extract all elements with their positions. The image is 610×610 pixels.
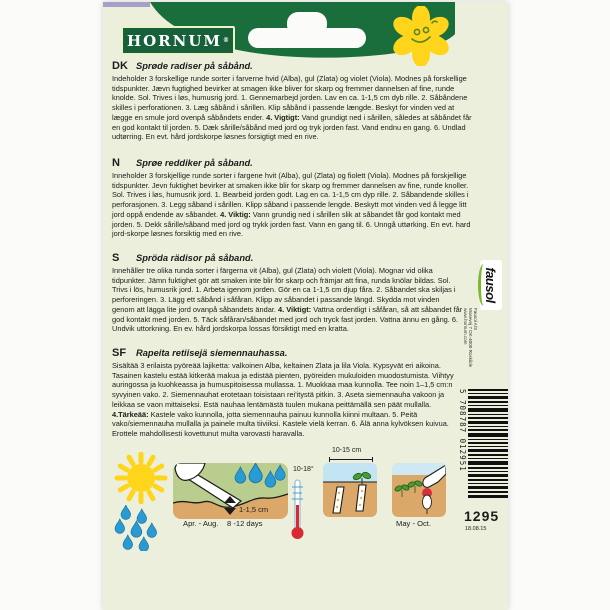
publisher-street: Mosevej 7 DK-4000 Roskilde [467,308,473,368]
harvest-season-label: May - Oct. [396,519,432,528]
instructions-text [112,74,475,142]
body-text: Sisältää 3 erilaista pyöreää lajiketta: valkoinen Alba, keltainen Zlata ja lila Viola. Kypsyvät eri aikoina. Tasainen kastelu estää kitkerää makua ja edistää pienten, pyöreiden mukuloiden muodostumista. Viihtyy auringossa ja kuohkeassa ja humuspitoisessa mullassa. 1. Muokkaa maa kunnolla. Tee noin 1–1,5 cm:n syvyinen vako. 2. Siemennauhat erotetaan toisistaan rei'itystä pitkin. 3. Aseta siemennauha vakoon ja leikkaa se vaon mittaiseksi. Estä nauhaa lentämästä tuulen mukana peittämällä sen päät mullalla. [112,361,454,409]
germination-label: 8 -12 days [227,519,263,528]
section-s [112,252,475,334]
temperature-label: 10-18° [293,466,314,473]
instructions-text [112,361,464,439]
sowing-panel [173,463,288,519]
body-text: Vattna ordentligt i såfåran, så att såbandet får god kontakt med jorden. 5. Täck såfåran/såbandet med jord och tryck fast jorden. Vattna ännu en gång. 6. Undvik uttorkning. En ev. hård jordskorpa lossas försiktigt med en kratta. [112,304,463,334]
publisher-website: www.hornum.com [462,308,468,345]
publisher-logo-text: fausol [483,267,499,303]
publisher-logo [480,260,502,310]
body-text: Kastele vako kunnolla, jotta siemennauha painuu kunnolla kiinni multaan. 5. Peitä vako/siemennauha mullalla ja painele multa tiiviiksi. Kastele vielä kerran. 6. Älä anna kylvöksen kuivua. Erottele mahdollisesti kovettunut multa varovasti haravalla. [112,409,449,438]
thermometer-icon [290,478,306,540]
body-text: Vann grundig ned i sårillen slik at såbandet får god kontakt med jorden. 5. Dekk sårille/såband med jord og trykk jorden fast. Vann en gang til. 6. Unngå uttørking. En evt. hard jord-skorpe løsnes forsiktig med en rive. [112,209,471,239]
flower-petals [391,6,452,66]
harvest-panel [392,463,446,517]
sun-icon [112,452,170,504]
brand-logo [121,26,235,55]
lang-code: DK [112,60,128,72]
instructions-text [112,171,475,239]
body-text: Indeholder 3 forskellige runde sorter i farverne hvid (Alba), gul (Zlata) og violet (Viola). Modnes på forskellige tidspunkter. Jævn fugtighed bevirker at smagen ikke bliver for skarp og fremmer dannelsen af fine, runde knolde. Sol. Trives i løs, humusrig jord. 1. Gennemarbejd jorden. Lav en ca. 1-1,5 cm dyb rille. 2. Såbåndene skilles i perforationen. 3. Læg såbånd i sårillen. Klip såbånd i passende længde. Beskyt for vinden ved at lægge en smule jord ovenpå såbåndets ender. [112,74,468,122]
publisher-address [462,308,478,376]
lang-code: S [112,252,120,264]
section-n [112,157,475,239]
packet-top-edge [103,2,150,7]
important-note: 4.Tärkeää: [112,409,149,419]
flower-logo [391,6,453,66]
lang-code: SF [112,347,127,359]
sow-season-label: Apr. - Aug. [183,519,219,528]
brand-name: HORNUM [126,31,223,50]
lang-code: N [112,157,120,169]
rain-drops-icon [113,505,167,551]
variety-title: Spröda rädisor på såband. [136,253,254,263]
variety-title: Sprøe reddiker på såband. [136,158,253,168]
article-number: 1295 [464,508,500,524]
section-sf [112,347,475,439]
publisher-company: Fausol A/S [473,308,478,331]
sow-depth-label: 1-1,5 cm [239,505,269,514]
important-note: 4. Viktig: [220,209,251,219]
registered-mark: ® [223,37,230,44]
important-note: 4. Viktigt: [278,304,312,314]
measure-bracket [329,457,373,462]
body-text: Inneholder 3 forskjellige runde sorter i fargene hvit (Alba), gul (Zlata) og fiolett (Viola). Modnes på forskjellige tidspunkter. Jevn fuktighet bevirker at smaken ikke blir for skarp og fremmer dannelsen av fine, runde knoller. Sol. Trives i løs, humusrik jord. 1. Bearbeid jorden godt. Lag en ca. 1-1,5 cm dyp rille. 2. Såbandende skilles i perforasjonen. 3. Legg såband i sårillen. Klipp såband i passende lengde. Beskytt mot vinden ved å legge litt jord oppå endende av såbandet. [112,171,469,219]
variety-title: Sprøde radiser på såbånd. [136,61,253,71]
euro-slot-hole-bump [287,12,327,36]
important-note: 4. Vigtigt: [266,112,300,122]
packing-date: 18.08.15 [465,526,487,532]
barcode [468,389,508,499]
body-text: Vand grundigt ned i sårillen, således at såbåndet får en god kontakt til jorden. 5. Dæk sårille/såbånd med jord og tryk jorden fast. Vand endnu en gang. 6. Undlad udtørring. En evt. hård jordskorpe løsnes forsigtigt med en rive. [112,112,472,142]
section-dk [112,60,475,142]
body-text: Innehåller tre olika runda sorter i färgerna vit (Alba), gul (Zlata) och violett (Viola). Mognar vid olika tidpunkter. Jämn fuktighet gör att smaken inte blir för skarp och främjar att fina, runda knölar bildas. Sol. Trivs i lös, humusrik jord. 1. Arbeta igenom jorden. Gör en ca 1-1,5 cm djup fåra. 2. Såbandet ska skiljas i perforeringen. 3. Lägg ett såbånd i såfåran. Klipp av såbandet i passande längd. Skydda mot vinden genom att lägga lite jord ovanpå såbandets ändar. [112,266,456,314]
seed-packet-back [103,2,508,610]
spacing-panel [323,463,377,517]
instructions-text [112,266,464,334]
variety-title: Rapeita retiisejä siemennauhassa. [136,348,288,358]
row-spacing-label: 10-15 cm [332,447,362,454]
barcode-digits: 5 708787 012951 [458,389,467,472]
